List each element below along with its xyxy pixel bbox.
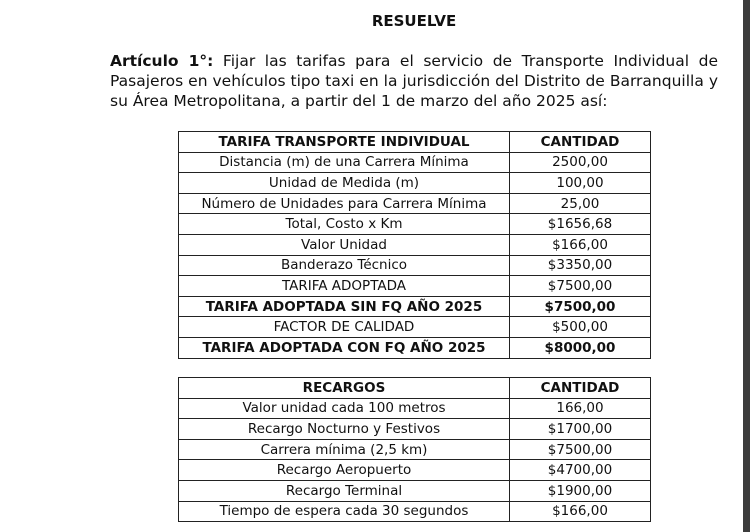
row-value: $3350,00 <box>510 255 651 276</box>
table-row <box>179 152 651 173</box>
row-label: TARIFA ADOPTADA <box>179 276 510 297</box>
row-value: 25,00 <box>510 193 651 214</box>
column-header-concept: RECARGOS <box>179 378 510 399</box>
row-label: Total, Costo x Km <box>179 214 510 235</box>
row-label: TARIFA ADOPTADA SIN FQ AÑO 2025 <box>179 296 510 317</box>
row-label: Banderazo Técnico <box>179 255 510 276</box>
table-row <box>179 173 651 194</box>
column-header-amount: CANTIDAD <box>510 378 651 399</box>
table-row <box>179 214 651 235</box>
row-label: Unidad de Medida (m) <box>179 173 510 194</box>
table-header-row <box>179 132 651 153</box>
row-label: TARIFA ADOPTADA CON FQ AÑO 2025 <box>179 337 510 358</box>
row-label: Recargo Aeropuerto <box>179 460 510 481</box>
table-row <box>179 234 651 255</box>
table-row <box>179 480 651 501</box>
row-label: Tiempo de espera cada 30 segundos <box>179 501 510 522</box>
row-value: $1656,68 <box>510 214 651 235</box>
column-header-concept: TARIFA TRANSPORTE INDIVIDUAL <box>179 132 510 153</box>
table-row <box>179 255 651 276</box>
row-value: $4700,00 <box>510 460 651 481</box>
article-text: Fijar las tarifas para el servicio de Transporte Individual de Pasajeros en vehículos tipo taxi en la jurisdicción del Distrito de Barranquilla y su Área Metropolitana, a partir del 1 de marzo del año 2025 así: <box>110 52 718 110</box>
row-value: 2500,00 <box>510 152 651 173</box>
row-value: $500,00 <box>510 317 651 338</box>
row-value: 100,00 <box>510 173 651 194</box>
article-paragraph <box>110 51 718 111</box>
row-value: $166,00 <box>510 234 651 255</box>
row-value: $7500,00 <box>510 439 651 460</box>
row-label: Recargo Nocturno y Festivos <box>179 419 510 440</box>
table-row <box>179 501 651 522</box>
page-heading: RESUELVE <box>371 12 457 30</box>
row-label: FACTOR DE CALIDAD <box>179 317 510 338</box>
row-value: $8000,00 <box>510 337 651 358</box>
article-label: Artículo 1°: <box>110 52 214 70</box>
row-value: $1700,00 <box>510 419 651 440</box>
table-row <box>179 296 651 317</box>
table-row <box>179 317 651 338</box>
table-row <box>179 398 651 419</box>
row-label: Número de Unidades para Carrera Mínima <box>179 193 510 214</box>
row-label: Valor unidad cada 100 metros <box>179 398 510 419</box>
row-value: $7500,00 <box>510 276 651 297</box>
row-value: $7500,00 <box>510 296 651 317</box>
window-edge <box>743 0 750 532</box>
row-value: $1900,00 <box>510 480 651 501</box>
table-row <box>179 276 651 297</box>
table-row <box>179 193 651 214</box>
recargos-table <box>178 377 651 522</box>
column-header-amount: CANTIDAD <box>510 132 651 153</box>
table-row <box>179 337 651 358</box>
table-row <box>179 419 651 440</box>
row-value: $166,00 <box>510 501 651 522</box>
row-label: Valor Unidad <box>179 234 510 255</box>
row-label: Carrera mínima (2,5 km) <box>179 439 510 460</box>
table-row <box>179 460 651 481</box>
row-value: 166,00 <box>510 398 651 419</box>
row-label: Distancia (m) de una Carrera Mínima <box>179 152 510 173</box>
table-row <box>179 439 651 460</box>
table-header-row <box>179 378 651 399</box>
tarifa-table <box>178 131 651 359</box>
row-label: Recargo Terminal <box>179 480 510 501</box>
